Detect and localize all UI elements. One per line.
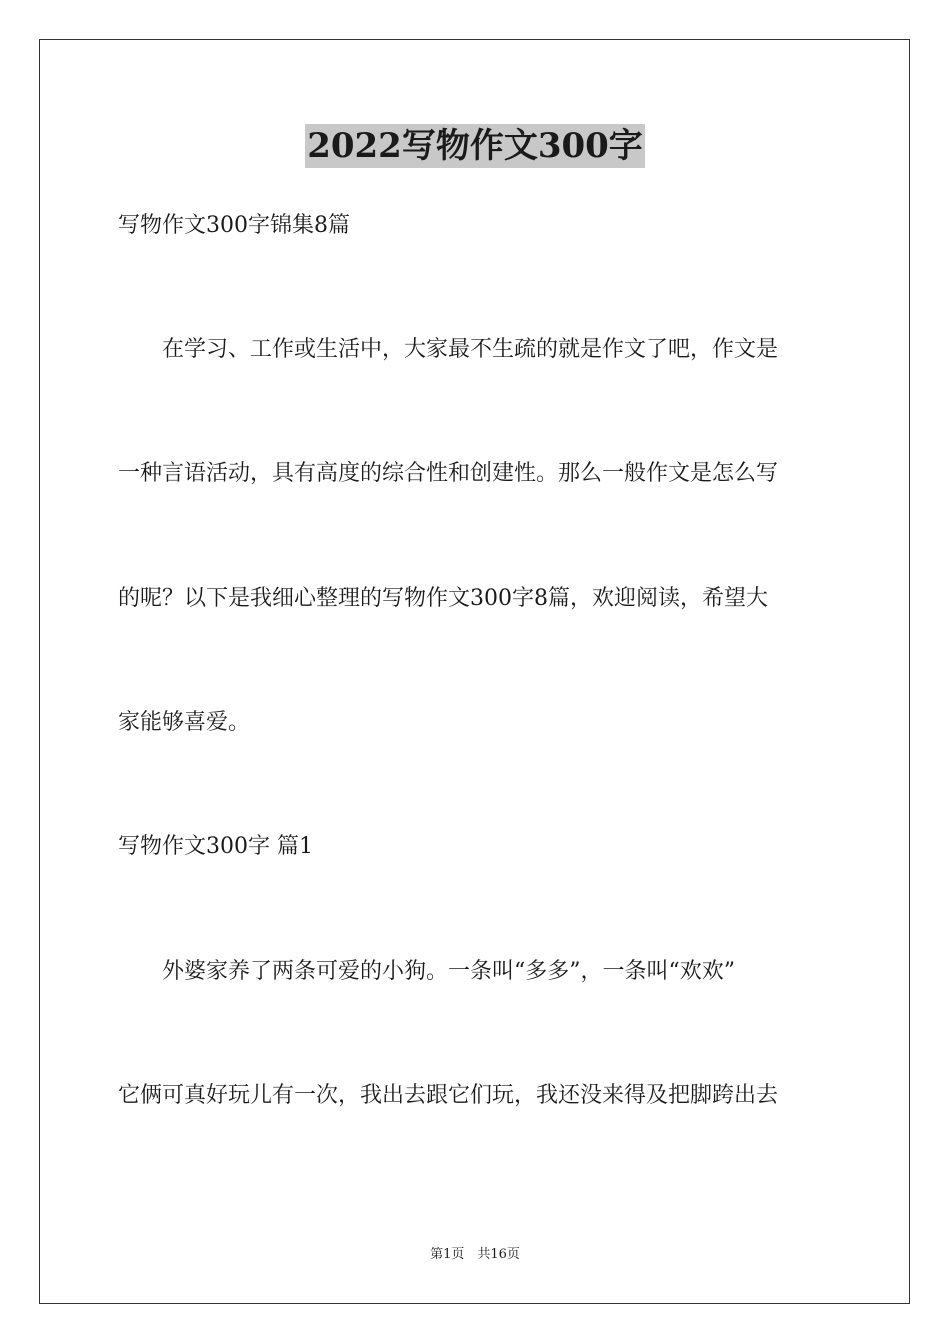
document-subtitle: 写物作文300字锦集8篇 xyxy=(118,213,350,238)
paragraph-line: 家能够喜爱。 xyxy=(118,710,251,735)
paragraph-line: 外婆家养了两条可爱的小狗。一条叫“多多”，一条叫“欢欢” xyxy=(118,959,735,984)
title-container xyxy=(0,124,950,168)
paragraph-line: 一种言语活动，具有高度的综合性和创建性。那么一般作文是怎么写 xyxy=(118,461,779,486)
paragraph-line: 它俩可真好玩儿有一次，我出去跟它们玩，我还没来得及把脚跨出去 xyxy=(118,1083,779,1108)
page-number-footer: 第1页 共16页 xyxy=(430,1247,520,1262)
paragraph-line: 在学习、工作或生活中，大家最不生疏的就是作文了吧，作文是 xyxy=(118,337,779,362)
section-heading: 写物作文300字 篇1 xyxy=(118,834,313,859)
document-title: 2022写物作文300字 xyxy=(307,126,643,166)
paragraph-line: 的呢？以下是我细心整理的写物作文300字8篇，欢迎阅读，希望大 xyxy=(118,586,768,611)
